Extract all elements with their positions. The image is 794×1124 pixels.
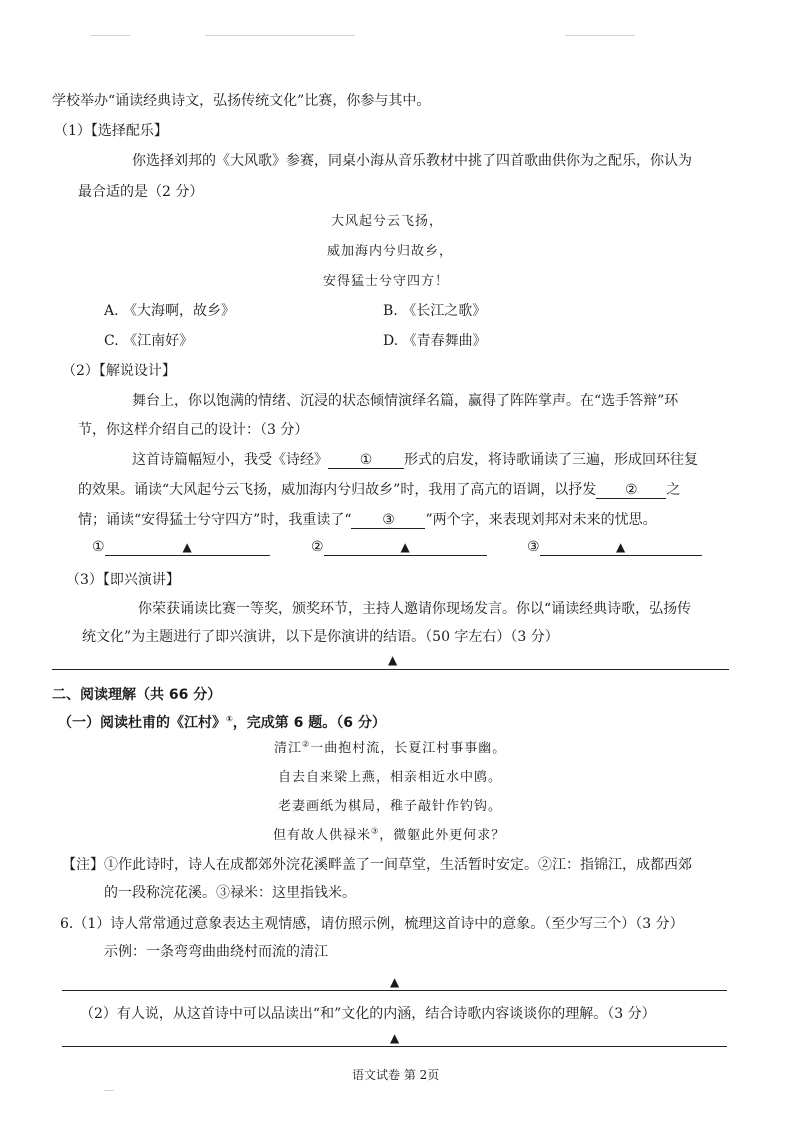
poem-line (273, 824, 505, 843)
poem-line (278, 766, 502, 785)
answer-line-3[interactable] (540, 539, 702, 556)
poem-line: 大风起兮云飞扬， (331, 214, 444, 229)
answer-line[interactable] (62, 1046, 727, 1047)
option-a[interactable]: A. 《大海啊，故乡》 (104, 303, 236, 319)
answer-line[interactable] (52, 669, 729, 670)
q2-text: 节，你这样介绍自己的设计：（3 分） (78, 422, 309, 438)
poem-text: ，微躯此外更何求？ (379, 828, 506, 843)
q2-fill-line (78, 509, 657, 529)
answer-label: ③ (527, 539, 540, 555)
answer-1 (92, 539, 270, 556)
q2-fill-line (132, 449, 698, 469)
poem-text: 但有故人供禄米 (273, 828, 372, 843)
q2-text: 的效果。诵读“大风起兮云飞扬，威加海内兮归故乡”时，我用了高亢的语调，以抒发 (78, 482, 597, 498)
answer-line-1[interactable] (105, 539, 270, 556)
answer-label: ① (92, 539, 105, 555)
triangle-marker: ▲ (400, 540, 410, 554)
q2-fill-line (78, 479, 680, 499)
example-text: 示例：一条弯弯曲曲绕村而流的清江 (104, 944, 328, 960)
triangle-marker: ▲ (390, 1031, 400, 1045)
poem-text: 清江 (274, 741, 303, 756)
option-c[interactable]: C. 《江南好》 (104, 333, 194, 349)
question-6-1: 6.（1）诗人常常通过意象表达主观情感，请仿照示例，梳理这首诗中的意象。（至少写三个）（3 分） (60, 916, 684, 932)
part-heading (58, 712, 386, 732)
blank-3[interactable]: ③ (351, 512, 425, 529)
footnote-ref: ① (226, 714, 233, 724)
triangle-marker: ▲ (182, 540, 192, 554)
poem-line (274, 737, 506, 756)
answer-line-2[interactable] (324, 539, 487, 556)
poem-line (278, 795, 502, 814)
answer-line[interactable] (62, 990, 727, 991)
q2-text: 这首诗篇幅短小，我受《诗经》 (132, 452, 328, 468)
scan-mark (90, 35, 130, 36)
footnote-ref: ② (302, 739, 311, 749)
answer-2 (311, 539, 487, 556)
answer-label: ② (311, 539, 324, 555)
note-cont: 的一段称浣花溪。③禄米：这里指钱米。 (104, 885, 356, 901)
scan-mark (205, 35, 355, 36)
triangle-marker: ▲ (615, 540, 626, 554)
poem-text: 老妻画纸为棋局，稚子敲针作钓钩。 (278, 799, 503, 814)
poem-text: 一曲抱村流，长夏江村事事幽。 (310, 741, 507, 756)
intro-text: 学校举办“诵读经典诗文，弘扬传统文化”比赛，你参与其中。 (52, 93, 431, 109)
note: 【注】①作此诗时，诗人在成都郊外浣花溪畔盖了一间草堂，生活暂时安定。②江：指锦江，成都西郊 (62, 857, 692, 873)
answer-3 (527, 539, 702, 556)
q2-text: 之 (666, 482, 681, 498)
q2-text: 舞台上，你以饱满的情绪、沉浸的状态倾情演绎名篇，赢得了阵阵掌声。在“选手答辩”环 (132, 393, 679, 409)
page-footer: 语文试卷 第 2页 (352, 1068, 440, 1082)
q2-text: 形式的启发，将诗歌诵读了三遍，形成回环往复 (404, 452, 698, 468)
blank-2[interactable]: ② (596, 482, 666, 499)
scan-mark (565, 35, 635, 36)
part-heading-tail: ，完成第 6 题。（6 分） (232, 715, 386, 731)
option-d[interactable]: D. 《青春舞曲》 (383, 333, 487, 349)
scan-mark (104, 1090, 114, 1091)
footnote-ref: ③ (371, 826, 380, 836)
poem-text: 自去自来梁上燕，相亲相近水中鸥。 (278, 770, 503, 785)
q1-stem: 你选择刘邦的《大风歌》参赛，同桌小海从音乐教材中挑了四首歌曲供你为之配乐，你认为 (132, 153, 692, 169)
section-title: 二、阅读理解（共 66 分） (52, 687, 222, 703)
poem-line: 安得猛士兮守四方！ (323, 274, 450, 289)
question-6-2: （2）有人说，从这首诗中可以品读出“和”文化的内涵，结合诗歌内容谈谈你的理解。（3 分） (80, 1006, 656, 1022)
q3-text: 统文化”为主题进行了即兴演讲，以下是你演讲的结语。（50 字左右）（3 分） (82, 629, 559, 645)
q2-text: 情；诵读“安得猛士兮守四方”时，我重读了“ (78, 512, 352, 528)
blank-1[interactable]: ① (328, 452, 404, 469)
q2-label: （2）【解说设计】 (62, 363, 176, 379)
option-b[interactable]: B. 《长江之歌》 (383, 303, 487, 319)
q1-stem-cont: 最合适的是（2 分） (78, 184, 204, 200)
poem-line: 威加海内兮归故乡， (327, 244, 454, 259)
part-heading-text: （一）阅读杜甫的《江村》 (58, 715, 226, 731)
q3-label: （3）【即兴演讲】 (66, 572, 180, 588)
q3-text: 你荣获诵读比赛一等奖，颁奖环节，主持人邀请你现场发言。你以“诵读经典诗歌，弘扬传 (138, 601, 692, 617)
q2-text: ”两个字，来表现刘邦对未来的忧思。 (425, 512, 657, 528)
triangle-marker: ▲ (388, 653, 398, 667)
q1-label: （1）【选择配乐】 (54, 123, 168, 139)
triangle-marker: ▲ (390, 975, 400, 989)
